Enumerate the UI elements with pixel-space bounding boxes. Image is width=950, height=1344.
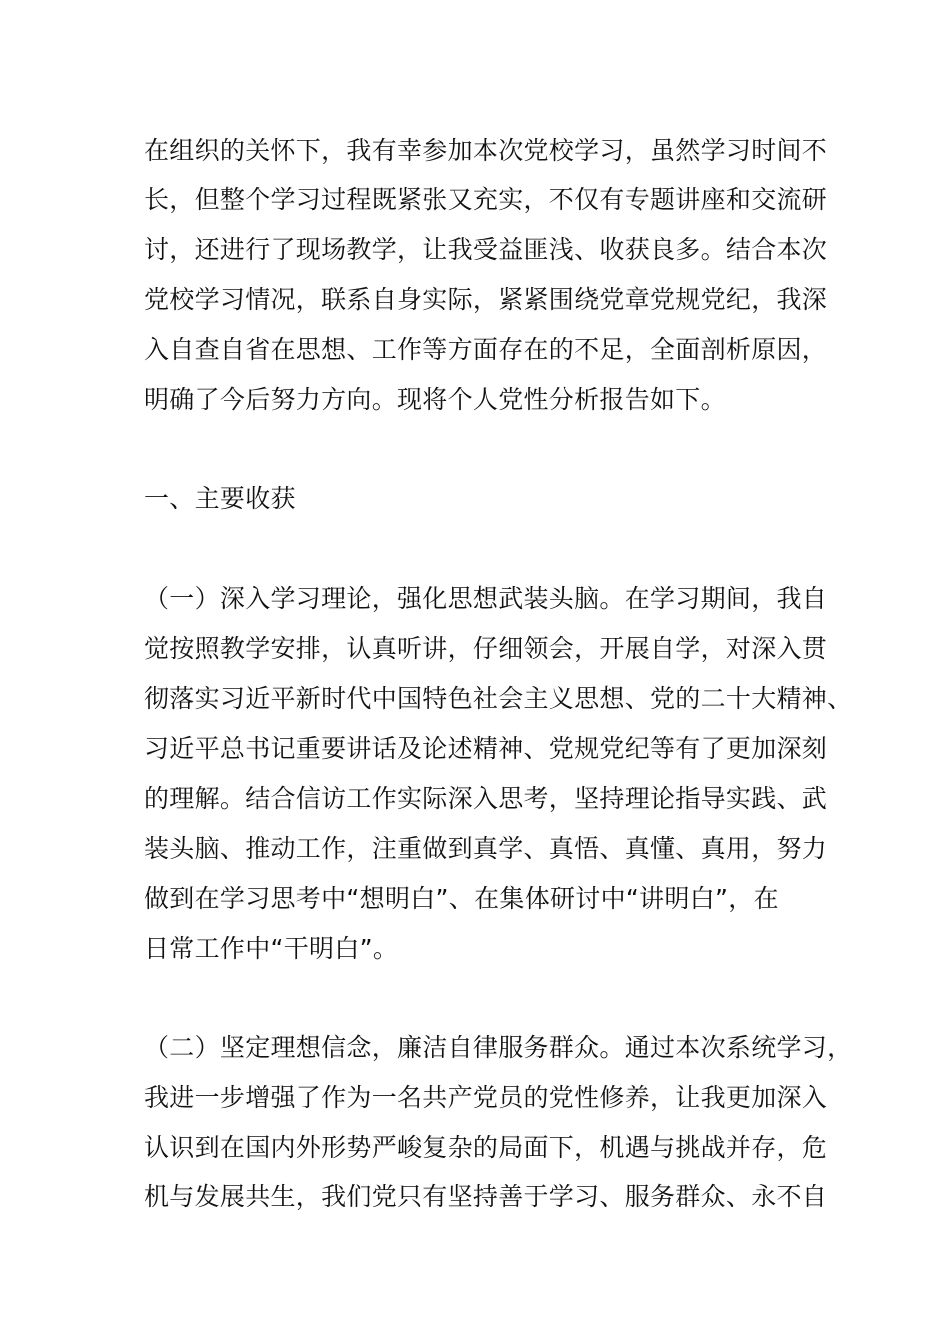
subsection1-line-8: 日常工作中“干明白”。 <box>144 934 399 963</box>
intro-line-6: 明确了今后努力方向。现将个人党性分析报告如下。 <box>144 385 726 414</box>
intro-line-3: 讨，还进行了现场教学，让我受益匪浅、收获良多。结合本次 <box>144 235 828 264</box>
intro-line-2: 长，但整个学习过程既紧张又充实，不仅有专题讲座和交流研 <box>144 185 828 214</box>
subsection2-line-1: （二）坚定理想信念，廉洁自律服务群众。通过本次系统学习， <box>144 1033 853 1062</box>
section-heading: 一、主要收获 <box>144 484 296 513</box>
intro-line-5: 入自查自省在思想、工作等方面存在的不足，全面剖析原因， <box>144 335 828 364</box>
subsection1-line-2: 觉按照教学安排，认真听讲，仔细领会，开展自学，对深入贯 <box>144 634 828 663</box>
subsection1-line-1: （一）深入学习理论，强化思想武装头脑。在学习期间，我自 <box>144 584 828 613</box>
subsection2-line-3: 认识到在国内外形势严峻复杂的局面下，机遇与挑战并存，危 <box>144 1133 828 1162</box>
intro-line-4: 党校学习情况，联系自身实际，紧紧围绕党章党规党纪，我深 <box>144 285 828 314</box>
subsection1-line-5: 的理解。结合信访工作实际深入思考，坚持理论指导实践、武 <box>144 784 828 813</box>
subsection1-line-3: 彻落实习近平新时代中国特色社会主义思想、党的二十大精神、 <box>144 684 853 713</box>
intro-line-1: 在组织的关怀下，我有幸参加本次党校学习，虽然学习时间不 <box>144 136 828 165</box>
subsection2-line-4: 机与发展共生，我们党只有坚持善于学习、服务群众、永不自 <box>144 1182 828 1211</box>
subsection1-line-6: 装头脑、推动工作，注重做到真学、真悟、真懂、真用，努力 <box>144 834 828 863</box>
subsection1-line-7: 做到在学习思考中“想明白”、在集体研讨中“讲明白”，在 <box>144 884 779 913</box>
subsection2-line-2: 我进一步增强了作为一名共产党员的党性修养，让我更加深入 <box>144 1083 828 1112</box>
subsection1-line-4: 习近平总书记重要讲话及论述精神、党规党纪等有了更加深刻 <box>144 734 828 763</box>
